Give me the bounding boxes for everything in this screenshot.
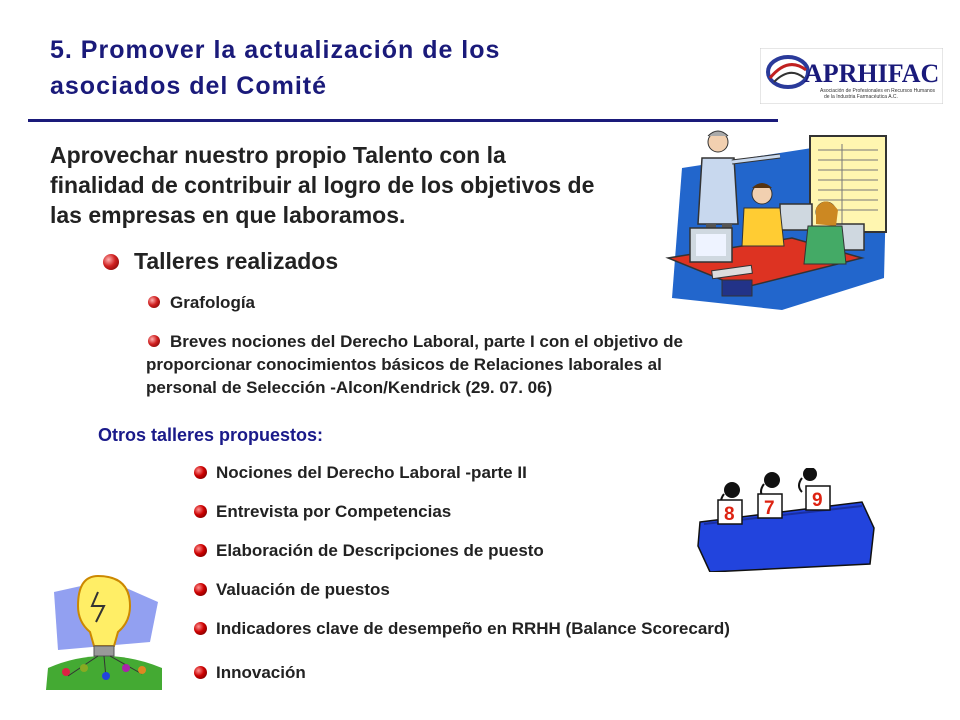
- judges-score-cards-illustration: [694, 468, 878, 572]
- title-line-1: 5. Promover la actualización de los: [50, 36, 501, 64]
- propuesto-bullet-icon: [194, 466, 207, 479]
- propuesto-bullet-icon: [194, 505, 207, 518]
- office-meeting-illustration: [662, 128, 890, 312]
- logo-tagline-2: de la Industria Farmacéutica A.C.: [824, 94, 898, 100]
- intro-paragraph: [50, 140, 690, 230]
- taller-grafologia: Grafología: [170, 293, 256, 312]
- slide-title: [50, 32, 670, 104]
- title-divider: [28, 119, 778, 122]
- logo-name: APRHIFAC: [804, 59, 940, 88]
- intro-line-1: Aprovechar nuestro propio Talento con la: [50, 142, 506, 168]
- score-card-1: 8: [724, 504, 735, 525]
- propuesto-item: Entrevista por Competencias: [216, 502, 452, 521]
- lightbulb-icon: [38, 572, 168, 690]
- lightbulb-idea-illustration: [38, 572, 168, 690]
- taller-derecho-laboral: [146, 330, 846, 399]
- office-meeting-icon: [662, 128, 890, 312]
- logo-tagline-1: Asociación de Profesionales en Recursos Humanos: [820, 88, 936, 94]
- propuesto-item: Nociones del Derecho Laboral -parte II: [216, 463, 527, 482]
- taller-derecho-line-3: personal de Selección -Alcon/Kendrick (29. 07. 06): [146, 378, 553, 397]
- propuesto-bullet-icon: [194, 622, 207, 635]
- score-card-3: 9: [812, 490, 823, 511]
- intro-line-3: las empresas en que laboramos.: [50, 202, 406, 228]
- otros-talleres-heading: Otros talleres propuestos:: [98, 425, 324, 445]
- score-card-2: 7: [764, 498, 775, 519]
- propuesto-bullet-icon: [194, 544, 207, 557]
- propuesto-item: Innovación: [216, 663, 306, 682]
- propuesto-item: Elaboración de Descripciones de puesto: [216, 541, 544, 560]
- talleres-bullet-icon: [103, 254, 119, 270]
- judges-table-icon: [694, 468, 878, 572]
- talleres-heading: Talleres realizados: [134, 248, 339, 274]
- logo-emblem-icon: [760, 48, 943, 104]
- aprhifac-logo: [760, 48, 943, 104]
- propuesto-item: Valuación de puestos: [216, 580, 390, 599]
- propuesto-bullet-icon: [194, 583, 207, 596]
- intro-line-2: finalidad de contribuir al logro de los objetivos de: [50, 172, 595, 198]
- grafologia-bullet-icon: [148, 296, 160, 308]
- propuesto-item: Indicadores clave de desempeño en RRHH (Balance Scorecard): [216, 619, 730, 638]
- taller-derecho-line-1: Breves nociones del Derecho Laboral, parte I con el objetivo de: [170, 332, 683, 351]
- taller-derecho-line-2: proporcionar conocimientos básicos de Relaciones laborales al: [146, 355, 662, 374]
- propuesto-bullet-icon: [194, 666, 207, 679]
- title-line-2: asociados del Comité: [50, 72, 328, 100]
